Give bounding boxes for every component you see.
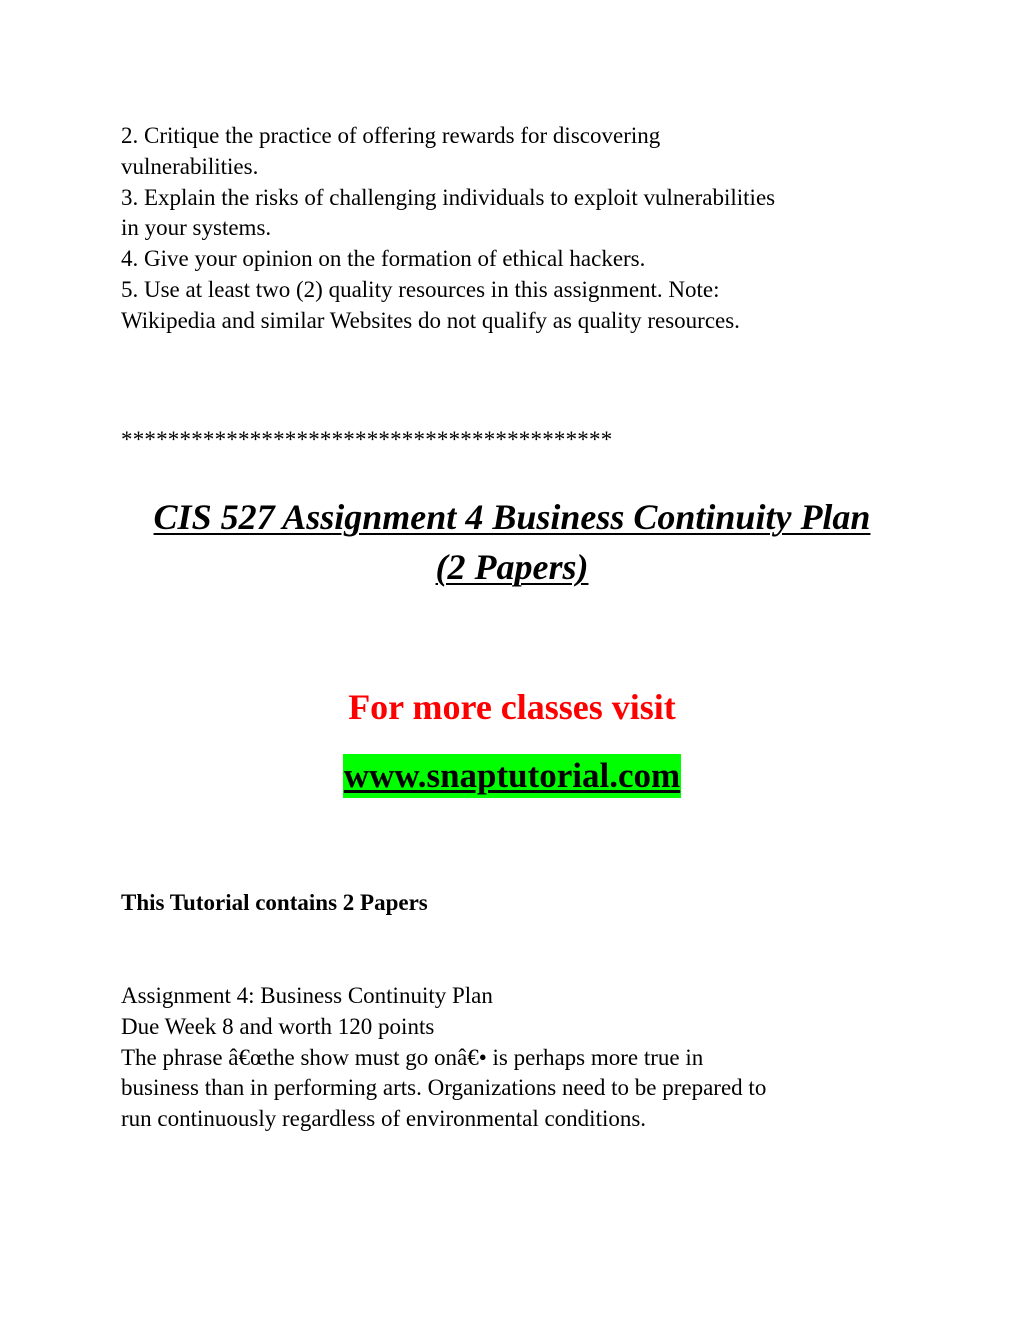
site-link-wrapper <box>0 754 1024 798</box>
assignment-body <box>121 981 911 1135</box>
intro-line: in your systems. <box>121 215 272 241</box>
promo-text: For more classes visit <box>348 687 676 727</box>
intro-line: 3. Explain the risks of challenging individuals to exploit vulnerabilities <box>121 184 776 210</box>
intro-line: 5. Use at least two (2) quality resources in this assignment. Note: <box>121 276 720 302</box>
body-line: The phrase â€œthe show must go onâ€• is perhaps more true in <box>121 1044 704 1070</box>
intro-list <box>121 121 911 337</box>
intro-line: 2. Critique the practice of offering rewards for discovering <box>121 123 661 148</box>
body-line: business than in performing arts. Organizations need to be prepared to <box>121 1075 767 1101</box>
intro-line: Wikipedia and similar Websites do not qualify as quality resources. <box>121 307 740 333</box>
intro-line: 4. Give your opinion on the formation of ethical hackers. <box>121 246 646 272</box>
document-title <box>0 492 1024 592</box>
separator-stars: ****************************************** <box>121 427 613 452</box>
intro-line: vulnerabilities. <box>121 153 259 179</box>
title-line-1: CIS 527 Assignment 4 Business Continuity Plan <box>153 497 871 537</box>
title-line-2: (2 Papers) <box>435 547 589 587</box>
body-line: Assignment 4: Business Continuity Plan <box>121 983 493 1008</box>
body-line: run continuously regardless of environmental conditions. <box>121 1106 647 1132</box>
body-line: Due Week 8 and worth 120 points <box>121 1013 435 1039</box>
contains-heading: This Tutorial contains 2 Papers <box>121 890 428 915</box>
site-link[interactable]: www.snaptutorial.com <box>343 754 681 798</box>
